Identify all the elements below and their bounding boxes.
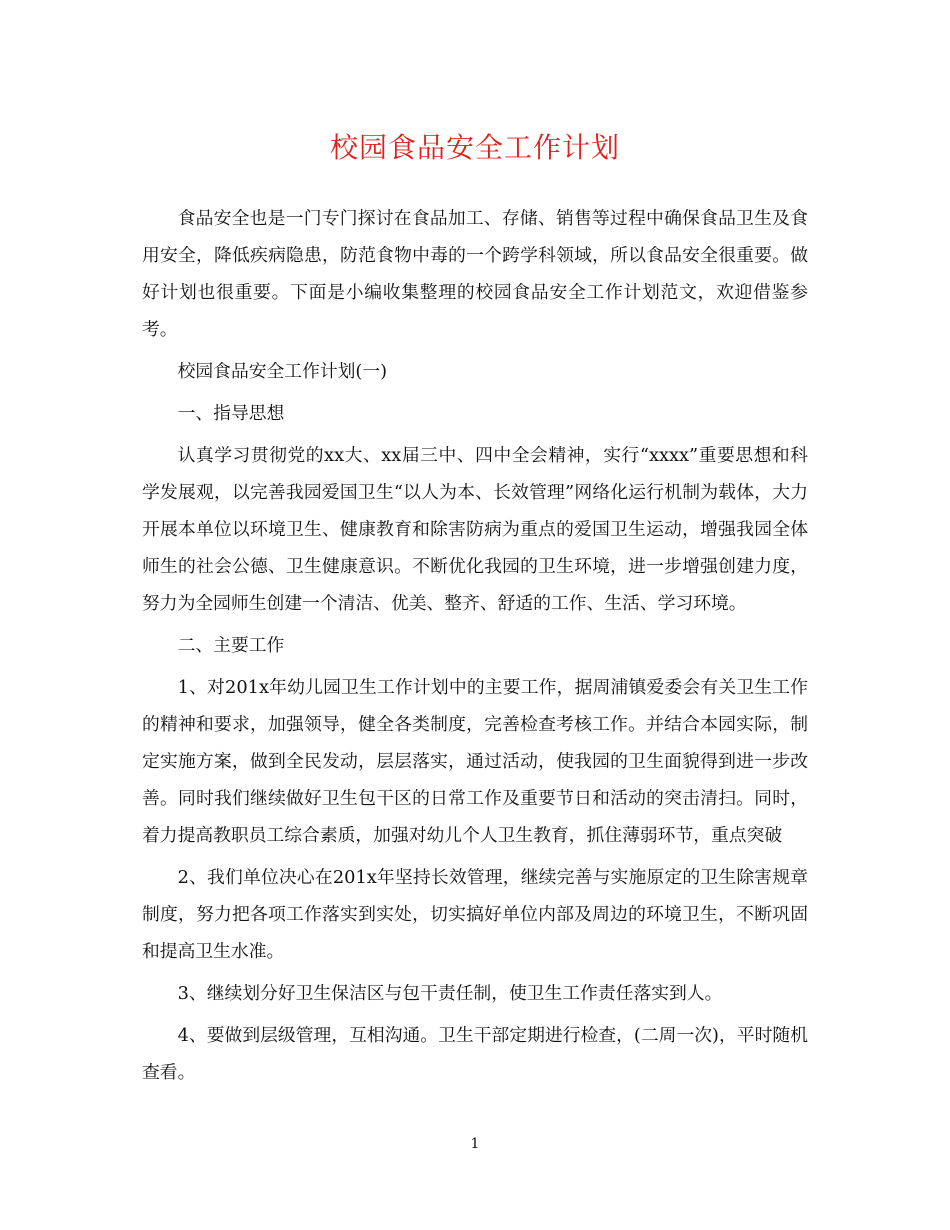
work-item-2: 2、我们单位决心在201x年坚持长效管理，继续完善与实施原定的卫生除害规章制度，努力把各项工作落实到实处，切实搞好单位内部及周边的环境卫生，不断巩固和提高卫生水准。	[142, 867, 808, 962]
work-item-4: 4、要做到层级管理，互相沟通。卫生干部定期进行检查，(二周一次)，平时随机查看。	[142, 1025, 808, 1083]
section-heading-main-work: 二、主要工作	[177, 635, 285, 656]
document-title: 校园食品安全工作计划	[329, 131, 620, 164]
section-paragraph-guiding-ideology: 认真学习贯彻党的xx大、xx届三中、四中全会精神，实行“xxxx”重要思想和科学发展观，以完善我园爱国卫生“以人为本、长效管理”网络化运行机制为载体，大力开展本单位以环境卫生、健康教育和除害防病为重点的爱国卫生运动，增强我园全体师生的社会公德、卫生健康意识。不断优化我园的卫生环境，进一步增强创建力度，努力为全园师生创建一个清洁、优美、整齐、舒适的工作、生活、学习环境。	[142, 445, 808, 614]
document-body	[142, 200, 808, 1096]
work-item-3: 3、继续划分好卫生保洁区与包干责任制，使卫生工作责任落实到人。	[177, 983, 723, 1004]
work-item-1: 1、对201x年幼儿园卫生工作计划中的主要工作，据周浦镇爱委会有关卫生工作的精神和要求，加强领导，健全各类制度，完善检查考核工作。并结合本园实际，制定实施方案，做到全民发动，层层落实，通过活动，使我园的卫生面貌得到进一步改善。同时我们继续做好卫生包干区的日常工作及重要节日和活动的突击清扫。同时，着力提高教职员工综合素质，加强对幼儿个人卫生教育，抓住薄弱环节，重点突破	[142, 677, 808, 846]
intro-paragraph: 食品安全也是一门专门探讨在食品加工、存储、销售等过程中确保食品卫生及食用安全，降低疾病隐患，防范食物中毒的一个跨学科领域，所以食品安全很重要。做好计划也很重要。下面是小编收集整理的校园食品安全工作计划范文，欢迎借鉴参考。	[142, 208, 808, 340]
plan-subtitle: 校园食品安全工作计划(一)	[177, 361, 388, 382]
section-heading-guiding-ideology: 一、指导思想	[177, 403, 285, 424]
page-number: 1	[470, 1136, 480, 1152]
